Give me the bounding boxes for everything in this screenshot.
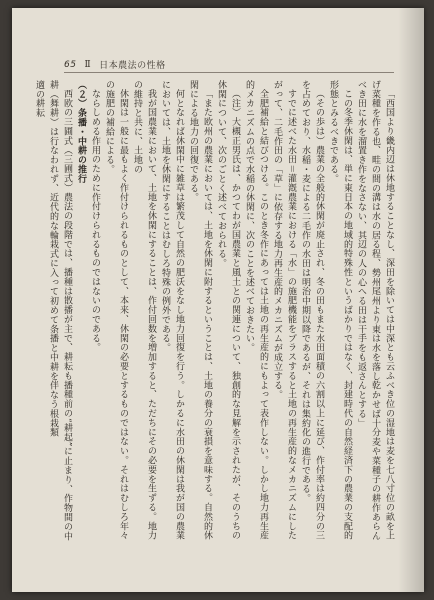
- note-paragraph: （注）大槻正男氏は、かつてわが国農業と風土との関連について、独創的な見解を示されたが、そのうちの休閑について、次のごとく述べておられる。: [216, 80, 240, 541]
- running-head: [64, 58, 166, 71]
- spine-shadow: [398, 8, 424, 592]
- note-paragraph: ならしめる作用のために作付けられるものではないのである。: [90, 89, 100, 353]
- note-paragraph: 何となれば休閑中に雑草は繁茂して自然の肥沃をなし地力回復を行う。しかるに水田の休閑は我が国の農業においては、土地を休閑にすることはむしろ特殊の例外である。: [160, 80, 184, 541]
- note-paragraph: 「また欧州の農業においては、土地を休閑に附するということは、土地の養分の衰損を意味する。自然的休閑による地力の回復である。: [188, 80, 212, 541]
- chapter-number: Ⅱ: [84, 59, 92, 70]
- body-paragraph: 適の耕耘: [34, 80, 44, 118]
- body-paragraph: すでに述べた水田＝灌漑農業における「水」の施肥機能をプラスすると土地の再生産的なメカニズムにしたがって、二毛作田の「草」に依存する地力再生産的メカニズムが成立する。: [272, 80, 296, 541]
- body-paragraph: 全肥補給と結びつける。このとき冬作にあっては土地の再生産的にもよって表作しない。しかし地力再生産的メカニズムの点で水稲の休閑に、次のことを述べておきたい。: [244, 80, 268, 541]
- note-paragraph: 我が国農業において、土地を休閑にすることは、作付回数を増加すると、ただちにその必要を生ずる。地力の維持と共に、土地の: [132, 80, 156, 541]
- body-paragraph: 西欧の三圃式（三圃式）農法の段階では、播種は散播が主で、耕耘も播種前の“耕起”に止まり、作物間の中耕（舞耕）は行なわれず、近代的な輪栽式に入って初めて条播と中耕を伴なう根栽類: [48, 80, 72, 541]
- body-paragraph: この冬季休閑は、単に東日本の地域的特殊性というばかりではなく、封建時代の自然経済下の農業の支配的形態とみるべきである。: [328, 80, 352, 541]
- chapter-title: 日本農法の性格: [99, 61, 166, 71]
- vertical-text-body: [34, 80, 396, 546]
- quote-paragraph: 「西国より畿内辺は休地することなし、深田を除いては中深とも云ふべき位の湿地は麦を七八寸位の畝を上げ菜種を作る也、畦の間の溝は水の居る程、勢州尾州より東は水を落し乾かせば十分麦や菜種子の耕作あらんべき田に水を溜置き作をなさない、其辺の人の心へる田は干手をも返さんとする」: [356, 80, 394, 541]
- header-rule: [64, 72, 394, 73]
- page-number: 65: [64, 59, 77, 70]
- body-paragraph: （その歩は）農業の全般的休閑が廃止され、冬の田もまた水田面積の六割以上に延び、作付率は約四分の三を占めており、水稲・麦による二毛作の水田は明治中期以降であるが、それは集約化の進行である。: [300, 80, 324, 541]
- note-paragraph: 休閑は一般に最もよく作付けられるものとして、本来、休閑の必要とするものではない。それはむしろ年々の施肥の補給による。: [104, 80, 128, 541]
- book-page: [12, 8, 424, 592]
- section-heading: （２）条播・中耕の推行: [76, 80, 86, 184]
